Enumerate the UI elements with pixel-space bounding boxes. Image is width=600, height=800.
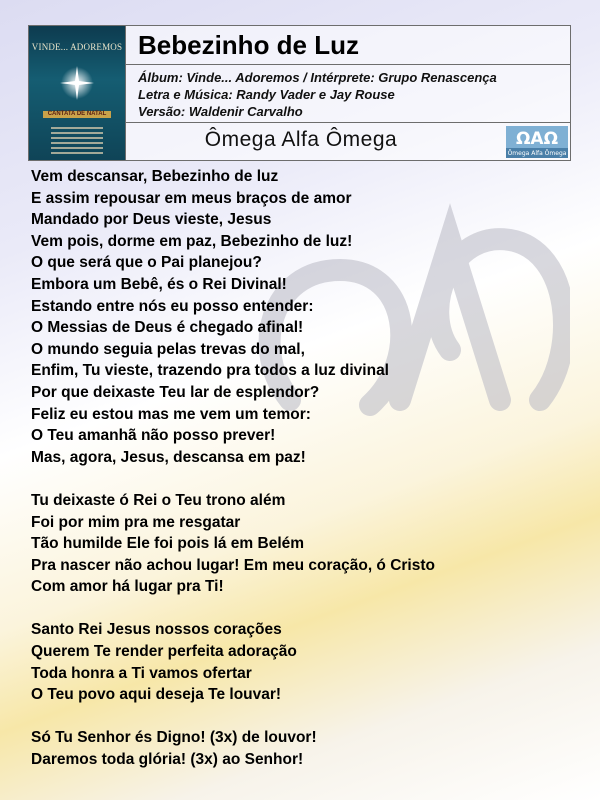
- lyric-line: O mundo seguia pelas trevas do mal,: [31, 340, 305, 358]
- stanza-gap: [31, 468, 435, 490]
- lyric-line: O Teu povo aqui deseja Te louvar!: [31, 686, 282, 704]
- album-info: Álbum: Vinde... Adoremos / Intérprete: Grupo Renascença: [138, 70, 497, 85]
- brand-row: [126, 124, 570, 160]
- stanza: [31, 490, 435, 598]
- stanza-gap: [31, 598, 435, 620]
- lyric-line: O Messias de Deus é chegado afinal!: [31, 319, 304, 337]
- lyric-line: Enfim, Tu vieste, trazendo pra todos a luz divinal: [31, 362, 389, 380]
- lyric-line: O Teu amanhã não posso prever!: [31, 427, 276, 445]
- album-cover-subtitle: CANTATA DE NATAL: [43, 111, 111, 118]
- song-title: Bebezinho de Luz: [138, 30, 359, 60]
- lyric-line: Com amor há lugar pra Ti!: [31, 578, 224, 596]
- lyric-line: Tão humilde Ele foi pois lá em Belém: [31, 535, 305, 553]
- lyric-line: Toda honra a Ti vamos ofertar: [31, 664, 252, 682]
- album-cover-title: VINDE... ADOREMOS: [31, 42, 123, 52]
- lyrics: [31, 166, 435, 771]
- lyric-line: Vem pois, dorme em paz, Bebezinho de luz!: [31, 232, 353, 250]
- stanza: [31, 619, 435, 705]
- version-info: Versão: Waldenir Carvalho: [138, 104, 303, 119]
- brand-name: Ômega Alfa Ômega: [204, 128, 398, 151]
- lyric-line: Tu deixaste ó Rei o Teu trono além: [31, 491, 286, 509]
- lyric-line: Foi por mim pra me resgatar: [31, 513, 241, 531]
- stanza-gap: [31, 706, 435, 728]
- lyric-line: Mas, agora, Jesus, descansa em paz!: [31, 448, 306, 466]
- lyric-line: Só Tu Senhor és Digno! (3x) de louvor!: [31, 729, 317, 747]
- svg-text:Ômega Alfa Ômega: Ômega Alfa Ômega: [507, 150, 567, 157]
- lyric-line: Feliz eu estou mas me vem um temor:: [31, 405, 311, 423]
- stanza: [31, 727, 435, 770]
- title-row: [126, 26, 570, 65]
- lyric-line: Querem Te render perfeita adoração: [31, 643, 297, 661]
- star-icon: [60, 66, 94, 100]
- lyric-line: Por que deixaste Teu lar de esplendor?: [31, 383, 320, 401]
- lyric-line: Santo Rei Jesus nossos corações: [31, 621, 282, 639]
- lyric-line: E assim repousar em meus braços de amor: [31, 189, 352, 207]
- lyric-line: Pra nascer não achou lugar! Em meu coração, ó Cristo: [31, 556, 435, 574]
- lyric-line: Mandado por Deus vieste, Jesus: [31, 211, 272, 229]
- stanza: [31, 166, 435, 468]
- lyric-line: O que será que o Pai planejou?: [31, 254, 262, 272]
- song-info: [126, 65, 570, 123]
- album-cover: [29, 26, 126, 160]
- lyric-line: Daremos toda glória! (3x) ao Senhor!: [31, 751, 304, 769]
- omega-alpha-omega-logo-icon: [506, 126, 568, 158]
- lyric-line: Vem descansar, Bebezinho de luz: [31, 168, 279, 185]
- authors-info: Letra e Música: Randy Vader e Jay Rouse: [138, 87, 395, 102]
- song-header: [28, 25, 571, 161]
- lyric-line: Embora um Bebê, és o Rei Divinal!: [31, 275, 287, 293]
- lyric-line: Estando entre nós eu posso entender:: [31, 297, 314, 315]
- album-cover-credits: [51, 124, 103, 157]
- svg-text:ΩΑΩ: ΩΑΩ: [515, 129, 559, 149]
